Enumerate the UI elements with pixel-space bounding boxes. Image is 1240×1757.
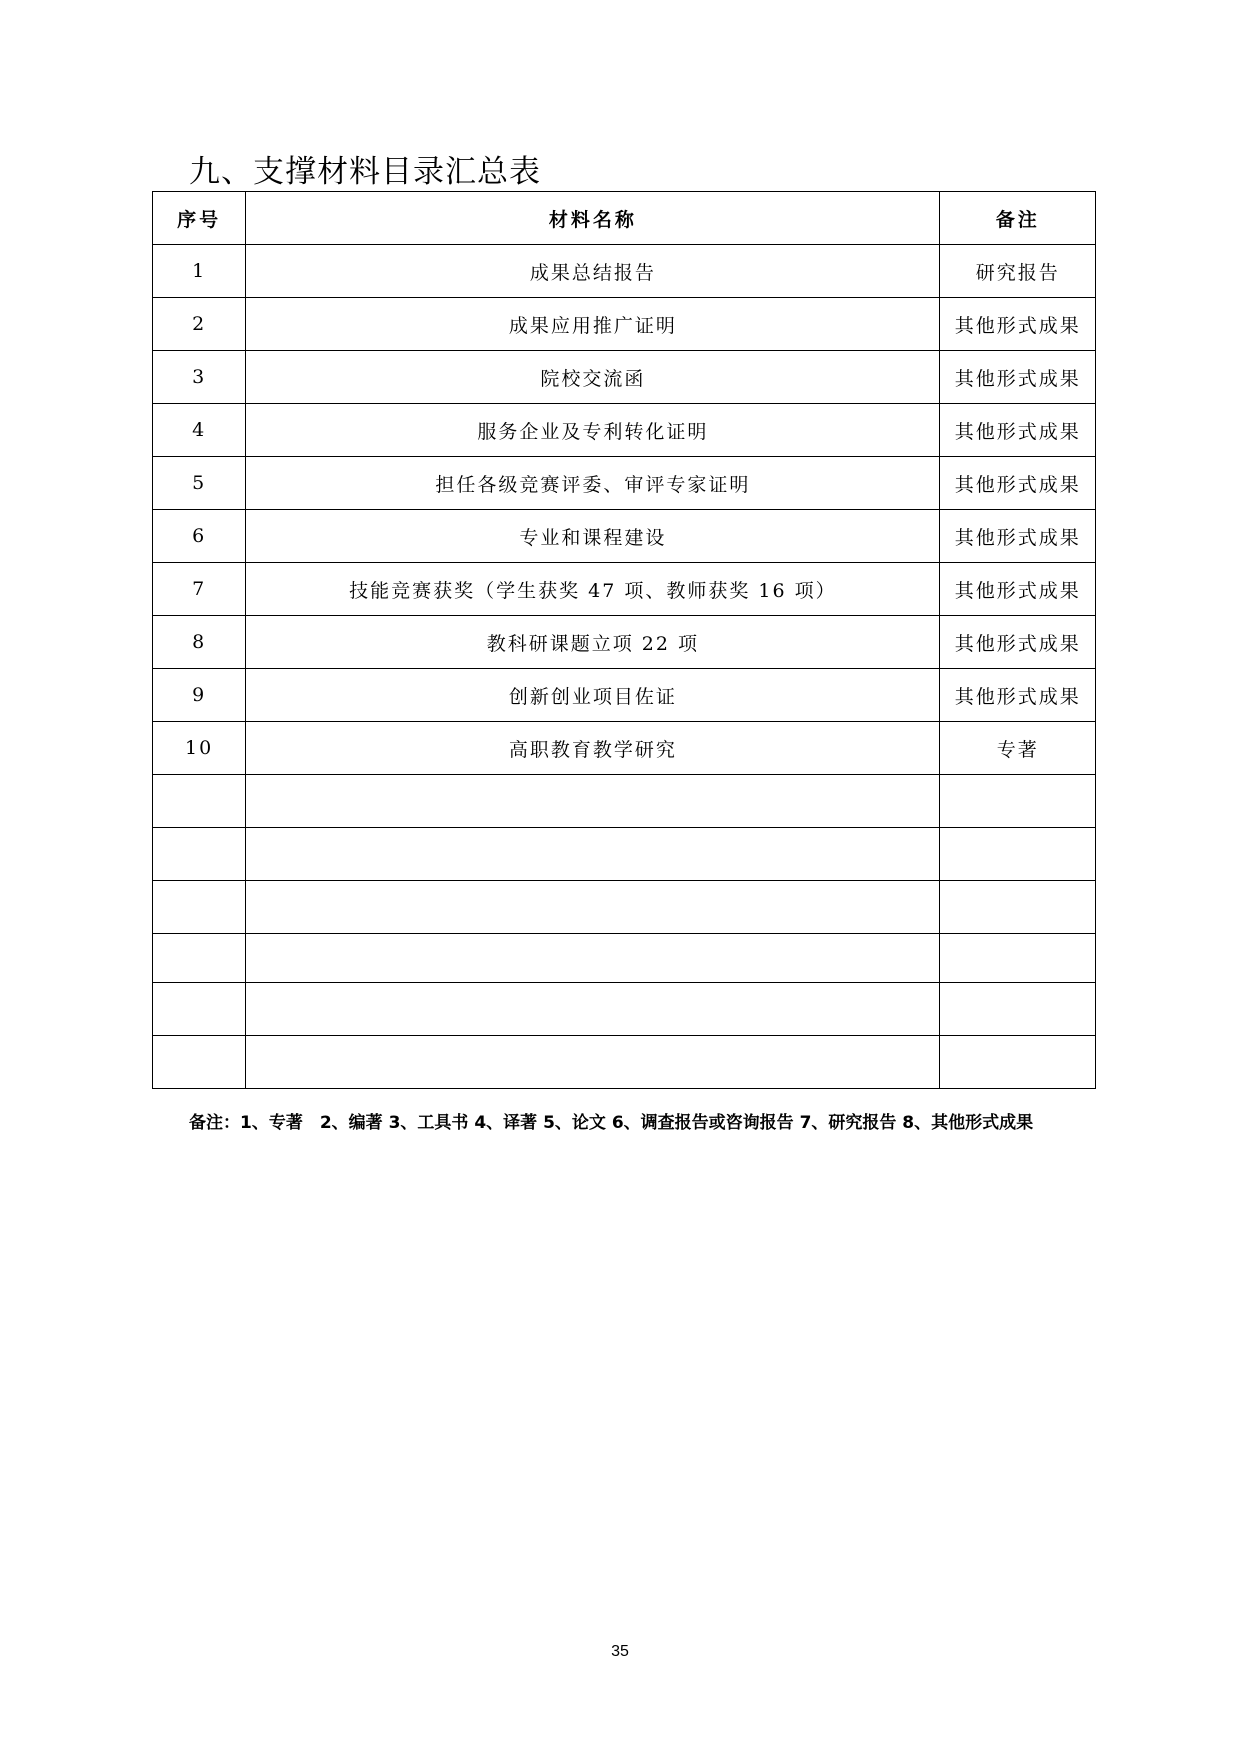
table-row — [153, 298, 1096, 351]
row-note: 其他形式成果 — [940, 669, 1096, 722]
row-note: 研究报告 — [940, 245, 1096, 298]
row-no — [153, 881, 246, 934]
row-name — [246, 828, 940, 881]
table-row — [153, 510, 1096, 563]
row-name: 教科研课题立项 22 项 — [246, 616, 940, 669]
table-row — [153, 245, 1096, 298]
table-row — [153, 934, 1096, 983]
row-no — [153, 1036, 246, 1089]
row-no: 1 — [153, 245, 246, 298]
row-note: 其他形式成果 — [940, 616, 1096, 669]
row-note: 专著 — [940, 722, 1096, 775]
table-row — [153, 616, 1096, 669]
table-row — [153, 881, 1096, 934]
table-row — [153, 828, 1096, 881]
header-name: 材料名称 — [246, 192, 940, 245]
table-row — [153, 669, 1096, 722]
row-name: 担任各级竞赛评委、审评专家证明 — [246, 457, 940, 510]
row-note — [940, 775, 1096, 828]
row-note: 其他形式成果 — [940, 404, 1096, 457]
row-no: 10 — [153, 722, 246, 775]
row-note — [940, 828, 1096, 881]
table-row — [153, 722, 1096, 775]
row-name: 服务企业及专利转化证明 — [246, 404, 940, 457]
row-name: 创新创业项目佐证 — [246, 669, 940, 722]
materials-table — [152, 191, 1096, 1089]
page-number: 35 — [611, 1643, 629, 1660]
row-name: 高职教育教学研究 — [246, 722, 940, 775]
table-row — [153, 404, 1096, 457]
table-row — [153, 983, 1096, 1036]
row-name — [246, 1036, 940, 1089]
row-no: 7 — [153, 563, 246, 616]
row-no: 6 — [153, 510, 246, 563]
row-note: 其他形式成果 — [940, 298, 1096, 351]
row-no: 4 — [153, 404, 246, 457]
row-no — [153, 775, 246, 828]
row-name — [246, 775, 940, 828]
header-no: 序号 — [153, 192, 246, 245]
table-row — [153, 351, 1096, 404]
row-note — [940, 1036, 1096, 1089]
table-header-row — [153, 192, 1096, 245]
row-name: 成果应用推广证明 — [246, 298, 940, 351]
header-note: 备注 — [940, 192, 1096, 245]
row-name: 技能竞赛获奖（学生获奖 47 项、教师获奖 16 项） — [246, 563, 940, 616]
table-row — [153, 1036, 1096, 1089]
table-row — [153, 775, 1096, 828]
row-no: 8 — [153, 616, 246, 669]
table-row — [153, 563, 1096, 616]
table-row — [153, 457, 1096, 510]
row-note: 其他形式成果 — [940, 457, 1096, 510]
row-no — [153, 983, 246, 1036]
row-name — [246, 934, 940, 983]
row-note — [940, 983, 1096, 1036]
row-name: 成果总结报告 — [246, 245, 940, 298]
row-no: 3 — [153, 351, 246, 404]
row-name: 专业和课程建设 — [246, 510, 940, 563]
footnote-remarks: 备注：1、专著 2、编著 3、工具书 4、译著 5、论文 6、调查报告或咨询报告 7、研究报告 8、其他形式成果 — [189, 1113, 1034, 1133]
row-no: 9 — [153, 669, 246, 722]
row-note — [940, 881, 1096, 934]
row-name — [246, 881, 940, 934]
row-no: 2 — [153, 298, 246, 351]
row-note: 其他形式成果 — [940, 510, 1096, 563]
row-name — [246, 983, 940, 1036]
row-note: 其他形式成果 — [940, 351, 1096, 404]
row-no — [153, 934, 246, 983]
row-no — [153, 828, 246, 881]
row-note — [940, 934, 1096, 983]
section-title: 九、支撑材料目录汇总表 — [189, 154, 541, 190]
row-name: 院校交流函 — [246, 351, 940, 404]
row-no: 5 — [153, 457, 246, 510]
row-note: 其他形式成果 — [940, 563, 1096, 616]
